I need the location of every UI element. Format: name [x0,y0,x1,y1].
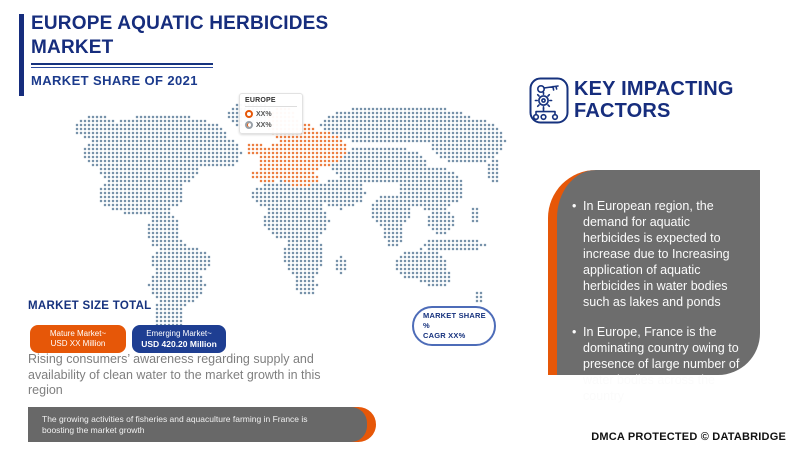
emerging-market-pill [132,325,226,353]
emerging-market-label: Emerging Market~ [146,329,212,338]
page-subtitle: MARKET SHARE OF 2021 [31,73,198,88]
page-title-line2: MARKET [31,37,114,58]
map-legend-value: XX% [256,110,272,118]
key-factors-icon [529,77,569,124]
map-legend-value: XX% [256,121,272,129]
key-factors-title-line1: KEY IMPACTING [574,78,734,100]
emerging-market-value: USD 420.20 Million [141,339,217,349]
mature-market-pill [30,325,126,353]
title-underline [31,63,213,68]
market-size-heading: MARKET SIZE TOTAL [28,300,152,312]
map-legend-title: EUROPE [245,97,297,107]
page-title-line1: EUROPE AQUATIC HERBICIDES [31,13,329,34]
market-share-badge-line2: CAGR XX% [423,331,466,340]
copyright-notice: DMCA PROTECTED © DATABRIDGE [591,431,786,443]
map-legend-row [245,110,297,118]
key-factors-title [574,78,734,122]
key-factors-list [557,170,760,404]
key-factor-item: • In European region, the demand for aquatic herbicides is expected to increase due to Increasing application of aquatic herbicides in water bodies such as lakes and ponds [572,198,746,310]
market-share-badge-line1: MARKET SHARE % [423,311,486,330]
pie-icon [245,110,253,118]
callout-bar [28,407,367,442]
title-accent-bar [19,14,24,96]
page-title [31,12,328,60]
map-legend [239,93,303,134]
market-note: Rising consumers’ awareness regarding supply and availability of clean water to the market growth in this region [28,352,321,397]
map-legend-row [245,121,297,129]
mature-market-label: Mature Market~ [49,329,107,338]
market-share-badge [412,306,496,346]
key-factor-item: • In Europe, France is the dominating country owing to presence of large number of water bodies across the country [572,324,746,404]
callout-text: The growing activities of fisheries and aquaculture farming in France is boosting the market growth [42,413,308,435]
mature-market-value: USD XX Million [50,339,106,348]
key-factors-panel [548,170,760,403]
gauge-icon [245,121,253,129]
key-factors-title-line2: FACTORS [574,100,671,122]
